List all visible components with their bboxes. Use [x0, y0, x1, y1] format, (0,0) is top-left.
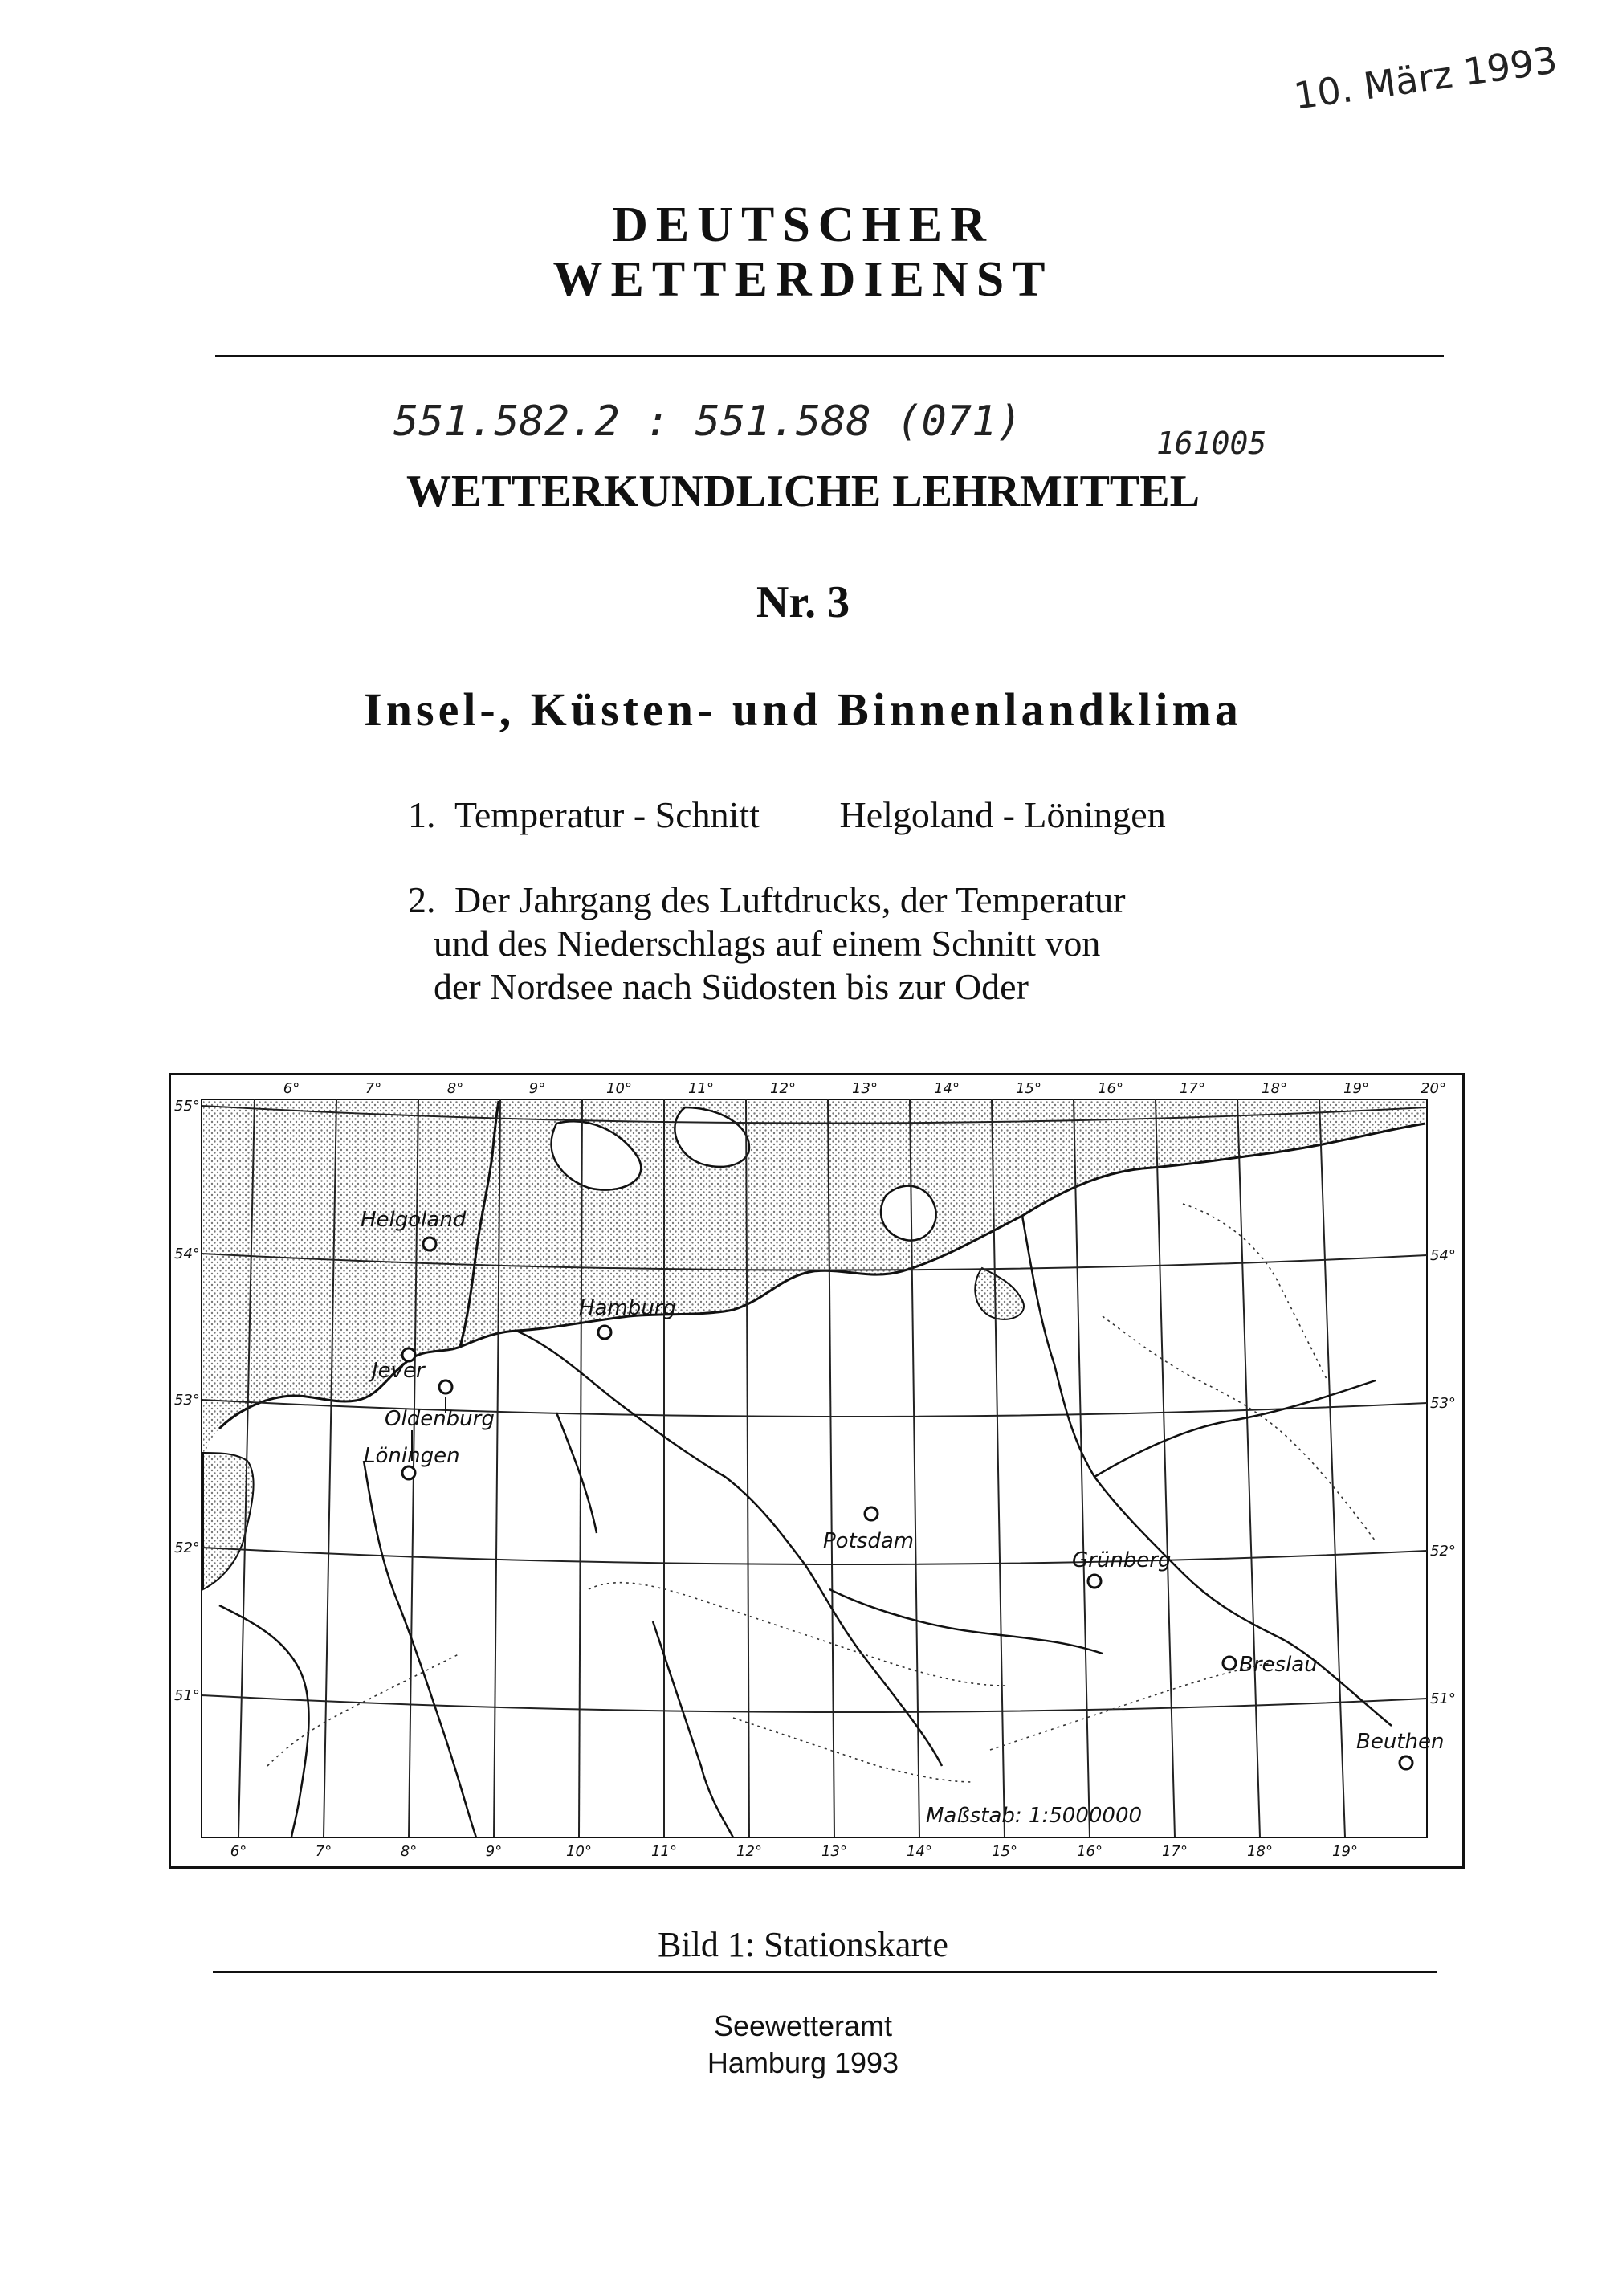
station-map [169, 1073, 1465, 1869]
caption-rule [213, 1971, 1437, 1973]
lon-label: 13° [821, 1843, 847, 1860]
lon-label: 19° [1332, 1843, 1358, 1860]
lon-label: 15° [1016, 1080, 1041, 1097]
station-marker-helgoland [423, 1238, 436, 1250]
lon-label: 12° [736, 1843, 762, 1860]
handwritten-number: 161005 [1156, 426, 1267, 461]
content-item-2 [408, 879, 1372, 1009]
station-label-helgoland: Helgoland [361, 1208, 467, 1232]
station-map-drawing [171, 1075, 1457, 1862]
station-label-oldenburg: Oldenburg [385, 1407, 495, 1431]
lon-label: 18° [1247, 1843, 1273, 1860]
station-marker-beuthen [1400, 1756, 1412, 1769]
station-marker-hamburg [598, 1326, 611, 1339]
station-label-hamburg: Hamburg [579, 1296, 676, 1320]
station-label-beuthen: Beuthen [1356, 1730, 1445, 1754]
lon-label: 10° [606, 1080, 632, 1097]
item-number: 1. [408, 794, 436, 835]
lon-label: 20° [1421, 1080, 1446, 1097]
series-title: WETTERKUNDLICHE LEHRMITTEL [406, 467, 1200, 516]
latitude-labels-left [174, 1098, 200, 1704]
lat-label: 53° [174, 1392, 200, 1409]
lon-label: 16° [1077, 1843, 1103, 1860]
lon-label: 17° [1180, 1080, 1205, 1097]
lat-label: 51° [174, 1687, 200, 1704]
issue-number: Nr. 3 [756, 577, 850, 627]
lat-label: 54° [174, 1246, 200, 1262]
latitude-labels-right [1430, 1247, 1456, 1707]
lon-label: 9° [485, 1843, 503, 1860]
longitude-labels-bottom [230, 1843, 1358, 1860]
lat-label: 52° [174, 1540, 200, 1556]
station-marker-oldenburg [439, 1380, 452, 1393]
lat-label: 51° [1430, 1690, 1456, 1707]
station-label-breslau: Breslau [1239, 1653, 1318, 1677]
lat-label: 55° [174, 1098, 200, 1115]
lon-label: 19° [1343, 1080, 1369, 1097]
topic-title: Insel-, Küsten- und Binnenlandklima [364, 683, 1242, 736]
top-rule [215, 355, 1444, 357]
lon-label: 16° [1098, 1080, 1123, 1097]
lon-label: 12° [770, 1080, 796, 1097]
lon-label: 14° [907, 1843, 932, 1860]
lat-label: 52° [1430, 1543, 1456, 1560]
item-number: 2. [408, 879, 436, 920]
publisher-block [0, 2008, 1606, 2082]
lon-label: 11° [651, 1843, 677, 1860]
publisher-place-year: Hamburg 1993 [707, 2046, 899, 2079]
station-marker-gruenberg [1088, 1575, 1101, 1588]
item-text: der Nordsee nach Südosten bis zur Oder [434, 966, 1029, 1007]
lon-label: 7° [315, 1843, 332, 1860]
lon-label: 17° [1162, 1843, 1188, 1860]
receipt-stamp: 10. März 1993 [1290, 38, 1560, 118]
org-line-1: DEUTSCHER [612, 198, 994, 252]
station-label-gruenberg: Grünberg [1072, 1548, 1172, 1572]
figure-caption: Bild 1: Stationskarte [658, 1925, 948, 1964]
publisher-name: Seewetteramt [713, 2009, 893, 2042]
station-label-loeningen: Löningen [364, 1444, 460, 1468]
item-text: Der Jahrgang des Luftdrucks, der Temperatur [454, 879, 1126, 920]
org-name [0, 198, 1606, 307]
lon-label: 13° [852, 1080, 878, 1097]
lon-label: 6° [283, 1080, 300, 1097]
station-marker-breslau [1223, 1657, 1236, 1670]
lon-label: 15° [992, 1843, 1017, 1860]
map-scale: Maßstab: 1:5000000 [926, 1804, 1143, 1828]
item-text: Temperatur - Schnitt [454, 794, 760, 835]
station-marker-loeningen [402, 1466, 415, 1479]
lon-label: 14° [934, 1080, 960, 1097]
item-text: Helgoland - Löningen [839, 794, 1166, 835]
station-label-potsdam: Potsdam [823, 1529, 915, 1553]
handwritten-classification: 551.582.2 : 551.588 (071) [393, 398, 1022, 446]
org-line-2: WETTERDIENST [552, 252, 1054, 307]
content-item-1 [408, 793, 1372, 837]
ruegen-island [881, 1186, 936, 1241]
lon-label: 6° [230, 1843, 247, 1860]
lat-label: 54° [1430, 1247, 1456, 1264]
lon-label: 8° [400, 1843, 418, 1860]
lon-label: 10° [566, 1843, 592, 1860]
longitude-labels-top [283, 1080, 1446, 1097]
station-label-jever: Jever [372, 1359, 425, 1383]
lon-label: 18° [1262, 1080, 1287, 1097]
lon-label: 8° [446, 1080, 464, 1097]
lon-label: 11° [688, 1080, 714, 1097]
item-text: und des Niederschlags auf einem Schnitt von [434, 923, 1101, 964]
lat-label: 53° [1430, 1395, 1456, 1412]
lon-label: 7° [365, 1080, 382, 1097]
lon-label: 9° [528, 1080, 546, 1097]
station-marker-potsdam [865, 1507, 878, 1520]
